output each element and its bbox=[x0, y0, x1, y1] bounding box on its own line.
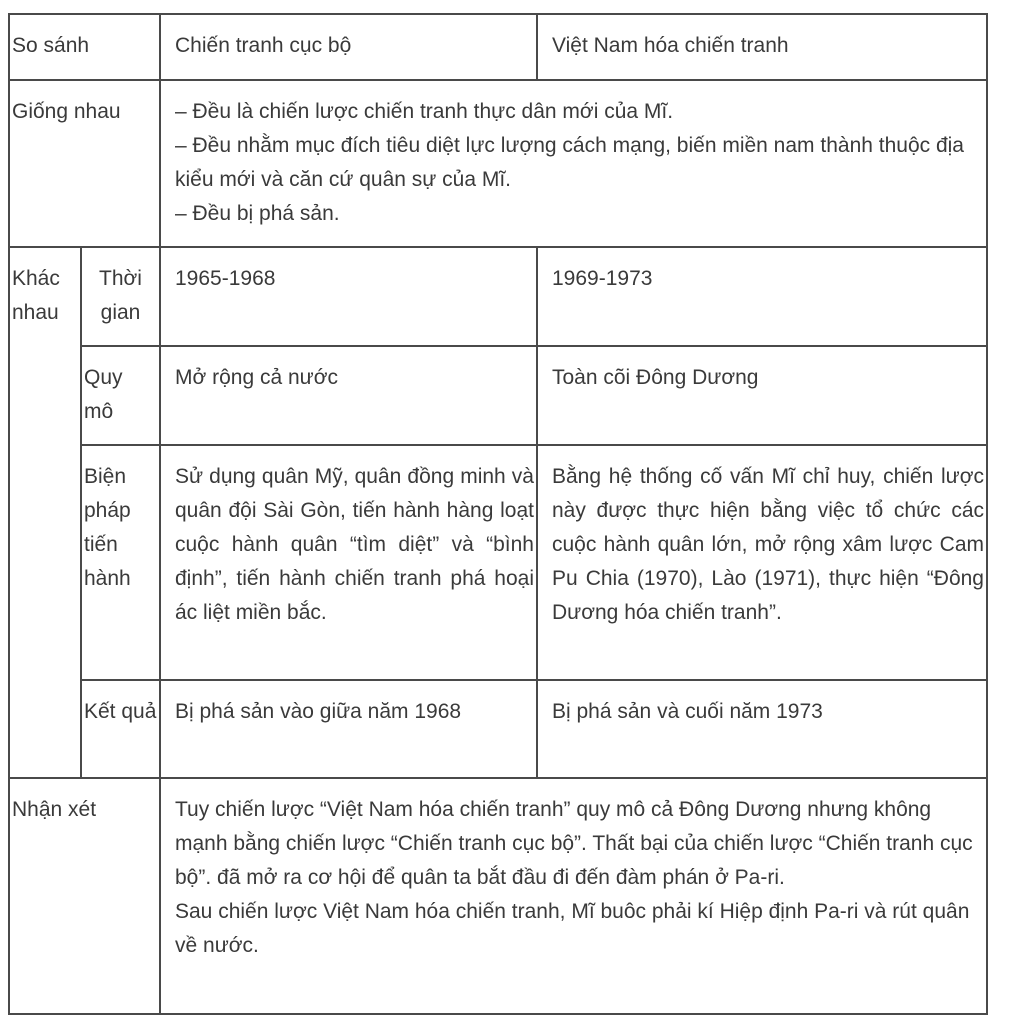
different-result-row bbox=[9, 680, 987, 778]
time-local-war-cell: 1965-1968 bbox=[160, 247, 537, 346]
different-scale-row bbox=[9, 346, 987, 445]
methods-vietnamization-cell: Bằng hệ thống cố vấn Mĩ chỉ huy, chiến lược này được thực hiện bằng việc tổ chức các cuộc hành quân lớn, mở rộng xâm lược Cam Pu Chia (1970), Lào (1971), thực hiện “Đông Dương hóa chiến tranh”. bbox=[537, 445, 987, 680]
similar-row bbox=[9, 80, 987, 247]
remark-row bbox=[9, 778, 987, 1014]
similar-label-cell: Giống nhau bbox=[9, 80, 160, 247]
result-local-war-cell: Bị phá sản vào giữa năm 1968 bbox=[160, 680, 537, 778]
header-vietnamization-cell: Việt Nam hóa chiến tranh bbox=[537, 14, 987, 80]
time-label-cell: Thời gian bbox=[81, 247, 160, 346]
different-time-row bbox=[9, 247, 987, 346]
similar-line-1: – Đều là chiến lược chiến tranh thực dân mới của Mĩ. bbox=[175, 100, 674, 123]
header-local-war-cell: Chiến tranh cục bộ bbox=[160, 14, 537, 80]
scale-label-cell: Quy mô bbox=[81, 346, 160, 445]
different-methods-row bbox=[9, 445, 987, 680]
header-row bbox=[9, 14, 987, 80]
comparison-table bbox=[8, 13, 988, 1015]
result-vietnamization-cell: Bị phá sản và cuối năm 1973 bbox=[537, 680, 987, 778]
scale-vietnamization-cell: Toàn cõi Đông Dương bbox=[537, 346, 987, 445]
remark-label-cell: Nhận xét bbox=[9, 778, 160, 1014]
similar-line-2: – Đều nhằm mục đích tiêu diệt lực lượng cách mạng, biến miền nam thành thuộc địa kiểu mới và căn cứ quân sự của Mĩ. bbox=[175, 134, 964, 191]
header-compare-cell: So sánh bbox=[9, 14, 160, 80]
scale-local-war-cell: Mở rộng cả nước bbox=[160, 346, 537, 445]
comparison-table-wrapper bbox=[8, 13, 986, 1015]
similar-content-cell bbox=[160, 80, 987, 247]
result-label-cell: Kết quả bbox=[81, 680, 160, 778]
remark-line-1: Tuy chiến lược “Việt Nam hóa chiến tranh” quy mô cả Đông Dương nhưng không mạnh bằng chiến lược “Chiến tranh cục bộ”. Thất bại của chiến lược “Chiến tranh cục bộ”. đã mở ra cơ hội để quân ta bắt đầu đi đến đàm phán ở Pa-ri. bbox=[175, 798, 973, 889]
remark-content-cell bbox=[160, 778, 987, 1014]
methods-label-cell: Biện pháp tiến hành bbox=[81, 445, 160, 680]
time-vietnamization-cell: 1969-1973 bbox=[537, 247, 987, 346]
methods-local-war-cell: Sử dụng quân Mỹ, quân đồng minh và quân đội Sài Gòn, tiến hành hàng loạt cuộc hành quân “tìm diệt” và “bình định”, tiến hành chiến tranh phá hoại ác liệt miền bắc. bbox=[160, 445, 537, 680]
similar-line-3: – Đều bị phá sản. bbox=[175, 202, 340, 225]
different-label-cell: Khác nhau bbox=[9, 247, 81, 778]
remark-line-2: Sau chiến lược Việt Nam hóa chiến tranh, Mĩ buôc phải kí Hiệp định Pa-ri và rút quân về nước. bbox=[175, 900, 970, 957]
